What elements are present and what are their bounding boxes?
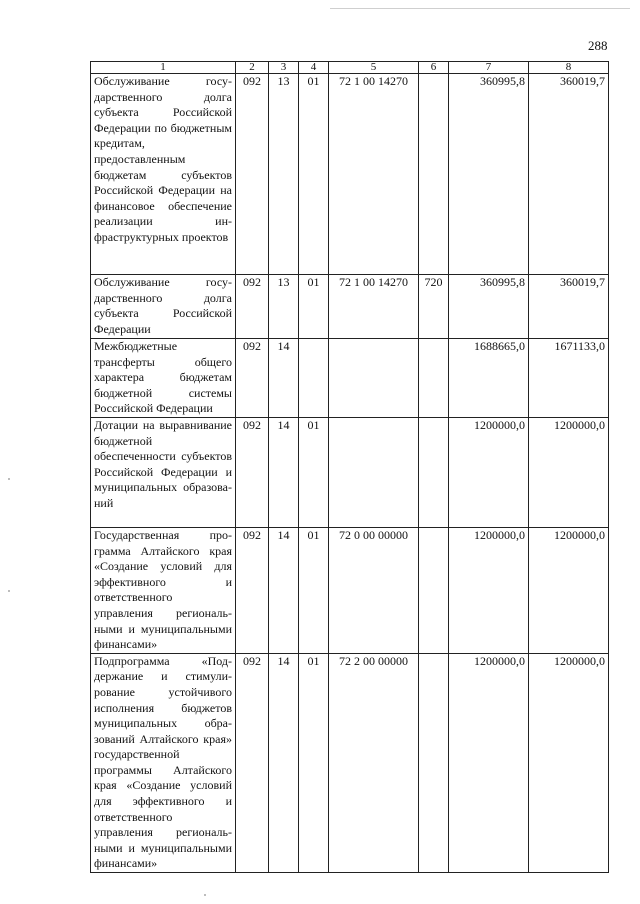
budget-table	[90, 61, 609, 873]
target-article-cell: 72 0 00 00000	[329, 527, 419, 653]
target-article-cell	[329, 339, 419, 418]
item-name-cell: Межбюджетные трансферты общего характера бюджетам бюджетной системы Российской Федерации	[91, 339, 236, 418]
code-cell: 092	[236, 417, 269, 527]
amount-cell: 1200000,0	[529, 527, 609, 653]
top-rule	[330, 8, 630, 9]
target-article-cell: 72 1 00 14270	[329, 74, 419, 275]
code-cell: 092	[236, 527, 269, 653]
section-cell: 14	[269, 417, 299, 527]
header-cell: 2	[236, 62, 269, 74]
expense-type-cell	[419, 417, 449, 527]
subsection-cell: 01	[299, 527, 329, 653]
header-cell: 8	[529, 62, 609, 74]
code-cell: 092	[236, 653, 269, 872]
code-cell: 092	[236, 275, 269, 339]
expense-type-cell	[419, 527, 449, 653]
item-name-cell: Обслуживание государственного долга субъекта Российской Федерации	[91, 275, 236, 339]
amount-cell: 360995,8	[449, 275, 529, 339]
header-cell: 7	[449, 62, 529, 74]
table-row	[91, 653, 609, 872]
amount-cell: 1200000,0	[529, 417, 609, 527]
amount-cell: 360995,8	[449, 74, 529, 275]
expense-type-cell	[419, 653, 449, 872]
amount-cell: 1200000,0	[529, 653, 609, 872]
code-cell: 092	[236, 74, 269, 275]
item-name-cell: Обслуживание государственного долга субъекта Российской Федерации по бюджетным кредитам, предоставленным бюджетам субъектов Российской Федерации на финансовое обеспечение реализации инфраструктурных проектов	[91, 74, 236, 275]
amount-cell: 1671133,0	[529, 339, 609, 418]
table-row	[91, 527, 609, 653]
scan-speck	[8, 478, 10, 480]
section-cell: 14	[269, 527, 299, 653]
item-name-cell: Государственная программа Алтайского края «Создание условий для эффективного и ответственного управления региональными и муниципальными финансами»	[91, 527, 236, 653]
expense-type-cell	[419, 74, 449, 275]
amount-cell: 1200000,0	[449, 527, 529, 653]
target-article-cell	[329, 417, 419, 527]
item-name-cell: Подпрограмма «Поддержание и стимулирование устойчивого исполнения бюджетов муниципальных образований Алтайского края» государственной программы Алтайского края «Создание условий для эффективного и ответственного управления региональными и муниципальными финансами»	[91, 653, 236, 872]
amount-cell: 360019,7	[529, 275, 609, 339]
amount-cell: 1200000,0	[449, 653, 529, 872]
amount-cell: 360019,7	[529, 74, 609, 275]
expense-type-cell: 720	[419, 275, 449, 339]
scan-speck	[8, 590, 10, 592]
subsection-cell: 01	[299, 653, 329, 872]
table-row	[91, 74, 609, 275]
header-cell: 5	[329, 62, 419, 74]
subsection-cell	[299, 339, 329, 418]
subsection-cell: 01	[299, 417, 329, 527]
amount-cell: 1200000,0	[449, 417, 529, 527]
scan-speck	[204, 894, 206, 896]
target-article-cell: 72 2 00 00000	[329, 653, 419, 872]
header-cell: 4	[299, 62, 329, 74]
section-cell: 14	[269, 653, 299, 872]
amount-cell: 1688665,0	[449, 339, 529, 418]
section-cell: 14	[269, 339, 299, 418]
target-article-cell: 72 1 00 14270	[329, 275, 419, 339]
section-cell: 13	[269, 275, 299, 339]
header-cell: 3	[269, 62, 299, 74]
subsection-cell: 01	[299, 74, 329, 275]
item-name-cell: Дотации на выравнивание бюджетной обеспеченности субъектов Российской Федерации и муниципальных образований	[91, 417, 236, 527]
subsection-cell: 01	[299, 275, 329, 339]
table-header-row	[91, 62, 609, 74]
code-cell: 092	[236, 339, 269, 418]
section-cell: 13	[269, 74, 299, 275]
page-number: 288	[588, 38, 608, 53]
header-cell: 1	[91, 62, 236, 74]
table-row	[91, 275, 609, 339]
table-row	[91, 417, 609, 527]
header-cell: 6	[419, 62, 449, 74]
table-row	[91, 339, 609, 418]
expense-type-cell	[419, 339, 449, 418]
